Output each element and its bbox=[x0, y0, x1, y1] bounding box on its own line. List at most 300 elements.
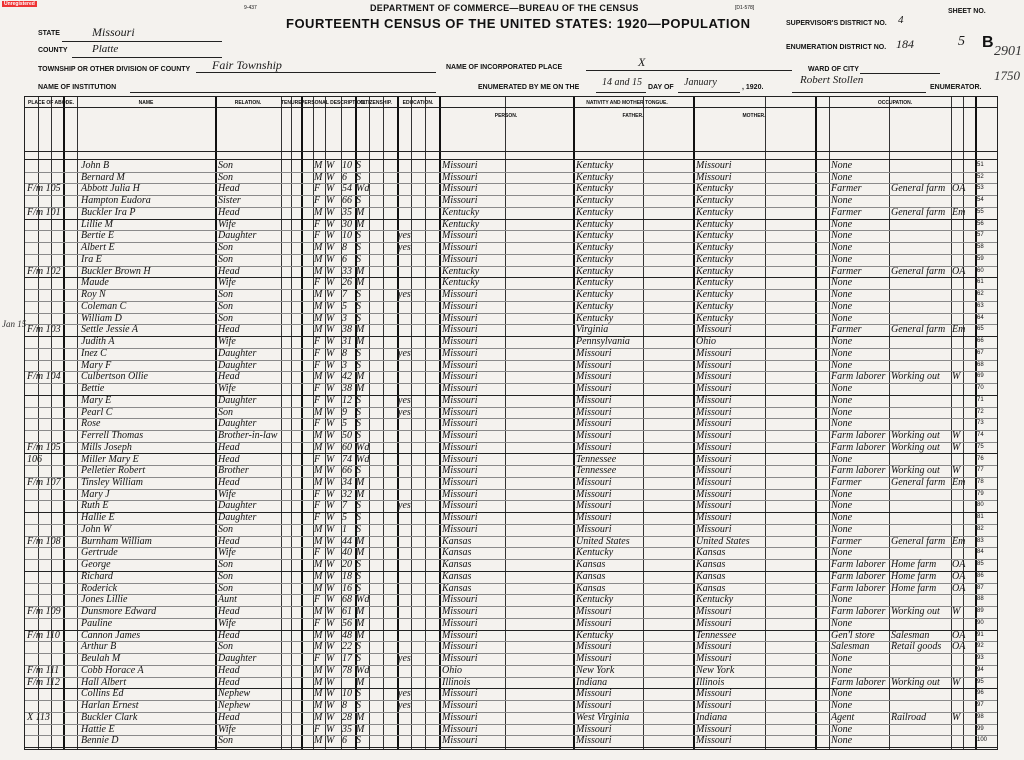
person-name: Bennie D bbox=[81, 735, 119, 747]
occupation: Farm laborer bbox=[831, 371, 886, 383]
department-line: DEPARTMENT OF COMMERCE—BUREAU OF THE CENSUS bbox=[370, 3, 639, 13]
relation: Wife bbox=[218, 277, 236, 289]
sex: M bbox=[314, 535, 323, 547]
occupation: None bbox=[831, 594, 853, 606]
birthplace: Kansas bbox=[442, 535, 472, 547]
mother-birthplace: Missouri bbox=[696, 523, 732, 535]
line-number: 78 bbox=[977, 478, 984, 485]
marital-status: M bbox=[356, 606, 365, 618]
supervisor-label: SUPERVISOR'S DISTRICT NO. bbox=[786, 20, 887, 27]
mother-birthplace: Kentucky bbox=[696, 289, 734, 301]
line-number: 100 bbox=[977, 737, 988, 744]
sex: F bbox=[314, 488, 321, 500]
line-number: 57 bbox=[977, 232, 984, 239]
marital-status: M bbox=[356, 723, 365, 735]
birthplace: Kansas bbox=[442, 559, 472, 571]
sex: M bbox=[314, 735, 323, 747]
mother-birthplace: Kentucky bbox=[696, 277, 734, 289]
relation: Son bbox=[218, 406, 233, 418]
sex: F bbox=[314, 230, 321, 242]
marital-status: S bbox=[356, 653, 361, 665]
race: W bbox=[326, 289, 335, 301]
relation: Son bbox=[218, 160, 233, 171]
relation: Son bbox=[218, 582, 233, 594]
person-name: Ferrell Thomas bbox=[81, 430, 144, 442]
mother-birthplace: Kentucky bbox=[696, 300, 734, 312]
table-row bbox=[25, 454, 997, 465]
race: W bbox=[326, 606, 335, 618]
sex: M bbox=[314, 476, 323, 488]
header-divider bbox=[25, 151, 997, 152]
age: 12 bbox=[342, 394, 352, 406]
sex: F bbox=[314, 183, 321, 195]
marital-status: S bbox=[356, 394, 361, 406]
occupation: None bbox=[831, 359, 853, 371]
person-name: Maude bbox=[81, 277, 109, 289]
birthplace: Kentucky bbox=[442, 206, 480, 218]
line-number: 70 bbox=[977, 385, 984, 392]
marital-status: S bbox=[356, 418, 361, 430]
enumerator-underline bbox=[792, 92, 926, 93]
group-relation: RELATION. bbox=[234, 100, 262, 106]
line-number: 74 bbox=[977, 432, 984, 439]
marital-status: S bbox=[356, 500, 361, 512]
birthplace: Missouri bbox=[442, 371, 478, 383]
father-birthplace: Missouri bbox=[576, 641, 612, 653]
sex: M bbox=[314, 265, 323, 277]
father-birthplace: Missouri bbox=[576, 617, 612, 629]
school-attendance: yes bbox=[398, 347, 411, 359]
enumerator-name: Robert Stollen bbox=[800, 74, 864, 86]
occupation: Salesman bbox=[831, 641, 870, 653]
margin-note-left: Jan 15 bbox=[2, 319, 27, 329]
marital-status: M bbox=[356, 324, 365, 336]
table-row bbox=[25, 242, 997, 253]
birthplace: Missouri bbox=[442, 171, 478, 183]
employer-class: Em bbox=[952, 324, 966, 336]
line-number: 63 bbox=[977, 302, 984, 309]
birthplace: Kentucky bbox=[442, 218, 480, 230]
race: W bbox=[326, 324, 335, 336]
age: 35 bbox=[342, 723, 352, 735]
birthplace: Missouri bbox=[442, 195, 478, 207]
person-name: Pelletier Robert bbox=[81, 465, 146, 477]
line-number: 95 bbox=[977, 678, 984, 685]
age: 44 bbox=[342, 535, 352, 547]
age: 54 bbox=[342, 183, 352, 195]
age: 10 bbox=[342, 688, 352, 700]
birthplace: Missouri bbox=[442, 242, 478, 254]
mother-birthplace: Missouri bbox=[696, 441, 732, 453]
marital-status: S bbox=[356, 289, 361, 301]
birthplace: Kansas bbox=[442, 570, 472, 582]
form-code: [D1-578] bbox=[735, 5, 755, 11]
person-name: Cobb Horace A bbox=[81, 664, 144, 676]
marital-status: M bbox=[356, 265, 365, 277]
occupation: None bbox=[831, 230, 853, 242]
sex: M bbox=[314, 324, 323, 336]
father-birthplace: Kentucky bbox=[576, 265, 614, 277]
sex: F bbox=[314, 617, 321, 629]
table-row bbox=[25, 536, 997, 547]
age: 28 bbox=[342, 711, 352, 723]
line-number: 54 bbox=[977, 197, 984, 204]
form-number: 9-437 bbox=[244, 5, 257, 11]
marital-status: S bbox=[356, 688, 361, 700]
marital-status: S bbox=[356, 430, 361, 442]
age: 61 bbox=[342, 606, 352, 618]
race: W bbox=[326, 394, 335, 406]
occupation: Farm laborer bbox=[831, 582, 886, 594]
occupation: None bbox=[831, 195, 853, 207]
dwelling-number: 106 bbox=[27, 453, 42, 465]
birthplace: Kansas bbox=[442, 582, 472, 594]
marital-status: S bbox=[356, 406, 361, 418]
relation: Son bbox=[218, 253, 233, 265]
employer-class: OA bbox=[952, 559, 966, 571]
mother-birthplace: Kentucky bbox=[696, 206, 734, 218]
line-number: 73 bbox=[977, 420, 984, 427]
person-name: Ira E bbox=[81, 253, 102, 265]
person-name: Mills Joseph bbox=[81, 441, 132, 453]
sex: M bbox=[314, 711, 323, 723]
marital-status: S bbox=[356, 347, 361, 359]
occupation: None bbox=[831, 453, 853, 465]
relation: Daughter bbox=[218, 359, 257, 371]
person-name: Arthur B bbox=[81, 641, 117, 653]
line-number: 85 bbox=[977, 561, 984, 568]
marital-status: M bbox=[356, 547, 365, 559]
table-row bbox=[25, 606, 997, 617]
sex: F bbox=[314, 347, 321, 359]
relation: Brother bbox=[218, 465, 249, 477]
mother-birthplace: Missouri bbox=[696, 383, 732, 395]
relation: Head bbox=[218, 535, 240, 547]
sex: M bbox=[314, 606, 323, 618]
sex: M bbox=[314, 700, 323, 712]
table-row bbox=[25, 700, 997, 711]
father-birthplace: Missouri bbox=[576, 500, 612, 512]
sheet-letter: B bbox=[982, 34, 994, 51]
race: W bbox=[326, 206, 335, 218]
person-name: Miller Mary E bbox=[81, 453, 139, 465]
census-grid bbox=[24, 96, 998, 750]
marital-status: Wd bbox=[356, 594, 370, 606]
occupation: Farm laborer bbox=[831, 559, 886, 571]
relation: Wife bbox=[218, 547, 236, 559]
marital-status: M bbox=[356, 711, 365, 723]
race: W bbox=[326, 453, 335, 465]
person-name: Roy N bbox=[81, 289, 106, 301]
father-birthplace: Missouri bbox=[576, 735, 612, 747]
person-name: Tinsley William bbox=[81, 476, 143, 488]
mother-birthplace: Kentucky bbox=[696, 183, 734, 195]
person-name: Buckler Clark bbox=[81, 711, 138, 723]
age: 32 bbox=[342, 488, 352, 500]
relation: Son bbox=[218, 735, 233, 747]
occupation: None bbox=[831, 160, 853, 171]
group-mother: MOTHER. bbox=[742, 113, 766, 119]
table-row bbox=[25, 407, 997, 418]
birthplace: Missouri bbox=[442, 324, 478, 336]
sex: M bbox=[314, 242, 323, 254]
age: 56 bbox=[342, 617, 352, 629]
person-name: Bernard M bbox=[81, 171, 125, 183]
industry: Home farm bbox=[891, 559, 937, 571]
person-name: Abbott Julia H bbox=[81, 183, 140, 195]
marital-status: M bbox=[356, 206, 365, 218]
table-row bbox=[25, 313, 997, 324]
sex: M bbox=[314, 629, 323, 641]
relation: Son bbox=[218, 242, 233, 254]
industry: Home farm bbox=[891, 570, 937, 582]
relation: Daughter bbox=[218, 394, 257, 406]
father-birthplace: Missouri bbox=[576, 383, 612, 395]
age: 8 bbox=[342, 242, 347, 254]
father-birthplace: New York bbox=[576, 664, 615, 676]
race: W bbox=[326, 535, 335, 547]
birthplace: Missouri bbox=[442, 700, 478, 712]
person-name: Judith A bbox=[81, 336, 115, 348]
person-name: Richard bbox=[81, 570, 113, 582]
occupation: Farm laborer bbox=[831, 676, 886, 688]
mother-birthplace: Missouri bbox=[696, 606, 732, 618]
race: W bbox=[326, 570, 335, 582]
enumeration-value: 184 bbox=[896, 37, 914, 51]
township-label: TOWNSHIP OR OTHER DIVISION OF COUNTY bbox=[38, 66, 191, 73]
table-row bbox=[25, 207, 997, 218]
industry: Working out bbox=[891, 441, 940, 453]
mother-birthplace: United States bbox=[696, 535, 750, 547]
person-name: George bbox=[81, 559, 111, 571]
dwelling-number: F/m 108 bbox=[27, 535, 61, 547]
birthplace: Missouri bbox=[442, 289, 478, 301]
mother-birthplace: Indiana bbox=[696, 711, 728, 723]
birthplace: Missouri bbox=[442, 629, 478, 641]
marital-status: S bbox=[356, 465, 361, 477]
age: 10 bbox=[342, 160, 352, 171]
occupation: None bbox=[831, 664, 853, 676]
birthplace: Missouri bbox=[442, 711, 478, 723]
enumerated-year: , 1920. bbox=[742, 84, 764, 91]
person-name: Mary J bbox=[81, 488, 110, 500]
birthplace: Missouri bbox=[442, 253, 478, 265]
month-underline bbox=[678, 92, 740, 93]
line-number: 97 bbox=[977, 702, 984, 709]
line-number: 86 bbox=[977, 572, 984, 579]
marital-status: S bbox=[356, 512, 361, 524]
line-number: 68 bbox=[977, 361, 984, 368]
relation: Son bbox=[218, 300, 233, 312]
birthplace: Missouri bbox=[442, 406, 478, 418]
age: 7 bbox=[342, 500, 347, 512]
school-attendance: yes bbox=[398, 230, 411, 242]
incorporated-underline bbox=[586, 70, 792, 71]
group-personal: PERSONAL DESCRIPTION. bbox=[301, 100, 366, 106]
relation: Wife bbox=[218, 617, 236, 629]
dwelling-number: F/m 112 bbox=[27, 676, 60, 688]
dwelling-number: F/m 105 bbox=[27, 183, 61, 195]
employer-class: W bbox=[952, 441, 961, 453]
race: W bbox=[326, 617, 335, 629]
line-number: 75 bbox=[977, 443, 984, 450]
marital-status: M bbox=[356, 371, 365, 383]
industry: General farm bbox=[891, 265, 946, 277]
occupation: Gen'l store bbox=[831, 629, 875, 641]
line-number: 71 bbox=[977, 396, 984, 403]
mother-birthplace: Missouri bbox=[696, 430, 732, 442]
relation: Daughter bbox=[218, 347, 257, 359]
table-row bbox=[25, 735, 997, 746]
person-name: John B bbox=[81, 160, 110, 171]
table-row bbox=[25, 172, 997, 183]
relation: Wife bbox=[218, 218, 236, 230]
father-birthplace: Kansas bbox=[576, 559, 606, 571]
school-attendance: yes bbox=[398, 688, 411, 700]
sex: M bbox=[314, 570, 323, 582]
mother-birthplace: Kansas bbox=[696, 559, 726, 571]
race: W bbox=[326, 711, 335, 723]
marital-status: S bbox=[356, 735, 361, 747]
race: W bbox=[326, 465, 335, 477]
occupation: None bbox=[831, 394, 853, 406]
line-number: 58 bbox=[977, 244, 984, 251]
occupation: Farm laborer bbox=[831, 465, 886, 477]
table-row bbox=[25, 289, 997, 300]
occupation: None bbox=[831, 406, 853, 418]
person-name: Lillie M bbox=[81, 218, 113, 230]
father-birthplace: Kentucky bbox=[576, 230, 614, 242]
occupation: None bbox=[831, 289, 853, 301]
age: 38 bbox=[342, 324, 352, 336]
table-row bbox=[25, 653, 997, 664]
table-row bbox=[25, 477, 997, 488]
person-name: Gertrude bbox=[81, 547, 118, 559]
birthplace: Missouri bbox=[442, 688, 478, 700]
mother-birthplace: Missouri bbox=[696, 324, 732, 336]
person-name: Cannon James bbox=[81, 629, 141, 641]
father-birthplace: Tennessee bbox=[576, 465, 617, 477]
enumeration-label: ENUMERATION DISTRICT NO. bbox=[786, 44, 887, 51]
occupation: None bbox=[831, 300, 853, 312]
race: W bbox=[326, 265, 335, 277]
age: 74 bbox=[342, 453, 352, 465]
race: W bbox=[326, 312, 335, 324]
birthplace: Missouri bbox=[442, 617, 478, 629]
age: 30 bbox=[342, 218, 352, 230]
relation: Brother-in-law bbox=[218, 430, 278, 442]
father-birthplace: Missouri bbox=[576, 700, 612, 712]
table-row bbox=[25, 360, 997, 371]
ward-underline bbox=[860, 73, 940, 74]
sex: F bbox=[314, 594, 321, 606]
employer-class: OA bbox=[952, 629, 966, 641]
mother-birthplace: Missouri bbox=[696, 476, 732, 488]
race: W bbox=[326, 418, 335, 430]
race: W bbox=[326, 723, 335, 735]
occupation: None bbox=[831, 653, 853, 665]
relation: Head bbox=[218, 453, 240, 465]
sex: M bbox=[314, 253, 323, 265]
person-name: Settle Jessie A bbox=[81, 324, 139, 336]
township-underline bbox=[196, 72, 436, 73]
father-birthplace: Kentucky bbox=[576, 312, 614, 324]
occupation: None bbox=[831, 347, 853, 359]
line-number: 88 bbox=[977, 596, 984, 603]
marital-status: S bbox=[356, 242, 361, 254]
sex: M bbox=[314, 300, 323, 312]
age: 50 bbox=[342, 430, 352, 442]
age: 66 bbox=[342, 195, 352, 207]
occupation: Farm laborer bbox=[831, 430, 886, 442]
age: 68 bbox=[342, 594, 352, 606]
occupation: Farmer bbox=[831, 535, 862, 547]
race: W bbox=[326, 629, 335, 641]
father-birthplace: Missouri bbox=[576, 406, 612, 418]
line-number: 53 bbox=[977, 185, 984, 192]
age: 20 bbox=[342, 559, 352, 571]
enumerated-month: January bbox=[684, 77, 717, 88]
table-row bbox=[25, 618, 997, 629]
sex: M bbox=[314, 160, 323, 171]
line-number: 82 bbox=[977, 525, 984, 532]
father-birthplace: Missouri bbox=[576, 430, 612, 442]
sheet-value: 5 bbox=[958, 34, 965, 49]
race: W bbox=[326, 383, 335, 395]
age: 1 bbox=[342, 523, 347, 535]
occupation: Farm laborer bbox=[831, 570, 886, 582]
mother-birthplace: Missouri bbox=[696, 418, 732, 430]
incorporated-value: X bbox=[638, 55, 646, 69]
birthplace: Kansas bbox=[442, 547, 472, 559]
table-row bbox=[25, 430, 997, 441]
occupation: None bbox=[831, 688, 853, 700]
father-birthplace: Missouri bbox=[576, 394, 612, 406]
person-name: Jones Lillie bbox=[81, 594, 128, 606]
marital-status: S bbox=[356, 582, 361, 594]
table-row bbox=[25, 583, 997, 594]
birthplace: Missouri bbox=[442, 500, 478, 512]
industry: General farm bbox=[891, 206, 946, 218]
line-number: 83 bbox=[977, 537, 984, 544]
industry: Salesman bbox=[891, 629, 930, 641]
relation: Daughter bbox=[218, 230, 257, 242]
person-name: Pauline bbox=[81, 617, 113, 629]
mother-birthplace: Illinois bbox=[696, 676, 725, 688]
father-birthplace: Kentucky bbox=[576, 183, 614, 195]
age: 38 bbox=[342, 383, 352, 395]
mother-birthplace: Kentucky bbox=[696, 242, 734, 254]
relation: Daughter bbox=[218, 653, 257, 665]
age: 5 bbox=[342, 418, 347, 430]
marital-status: S bbox=[356, 230, 361, 242]
father-birthplace: Missouri bbox=[576, 688, 612, 700]
relation: Son bbox=[218, 523, 233, 535]
person-name: William D bbox=[81, 312, 122, 324]
relation: Nephew bbox=[218, 700, 251, 712]
line-number: 72 bbox=[977, 408, 984, 415]
occupation: None bbox=[831, 171, 853, 183]
birthplace: Missouri bbox=[442, 523, 478, 535]
birthplace: Missouri bbox=[442, 347, 478, 359]
employer-class: W bbox=[952, 465, 961, 477]
industry: General farm bbox=[891, 476, 946, 488]
father-birthplace: West Virginia bbox=[576, 711, 630, 723]
race: W bbox=[326, 195, 335, 207]
employer-class: OA bbox=[952, 570, 966, 582]
marital-status: M bbox=[356, 277, 365, 289]
race: W bbox=[326, 500, 335, 512]
